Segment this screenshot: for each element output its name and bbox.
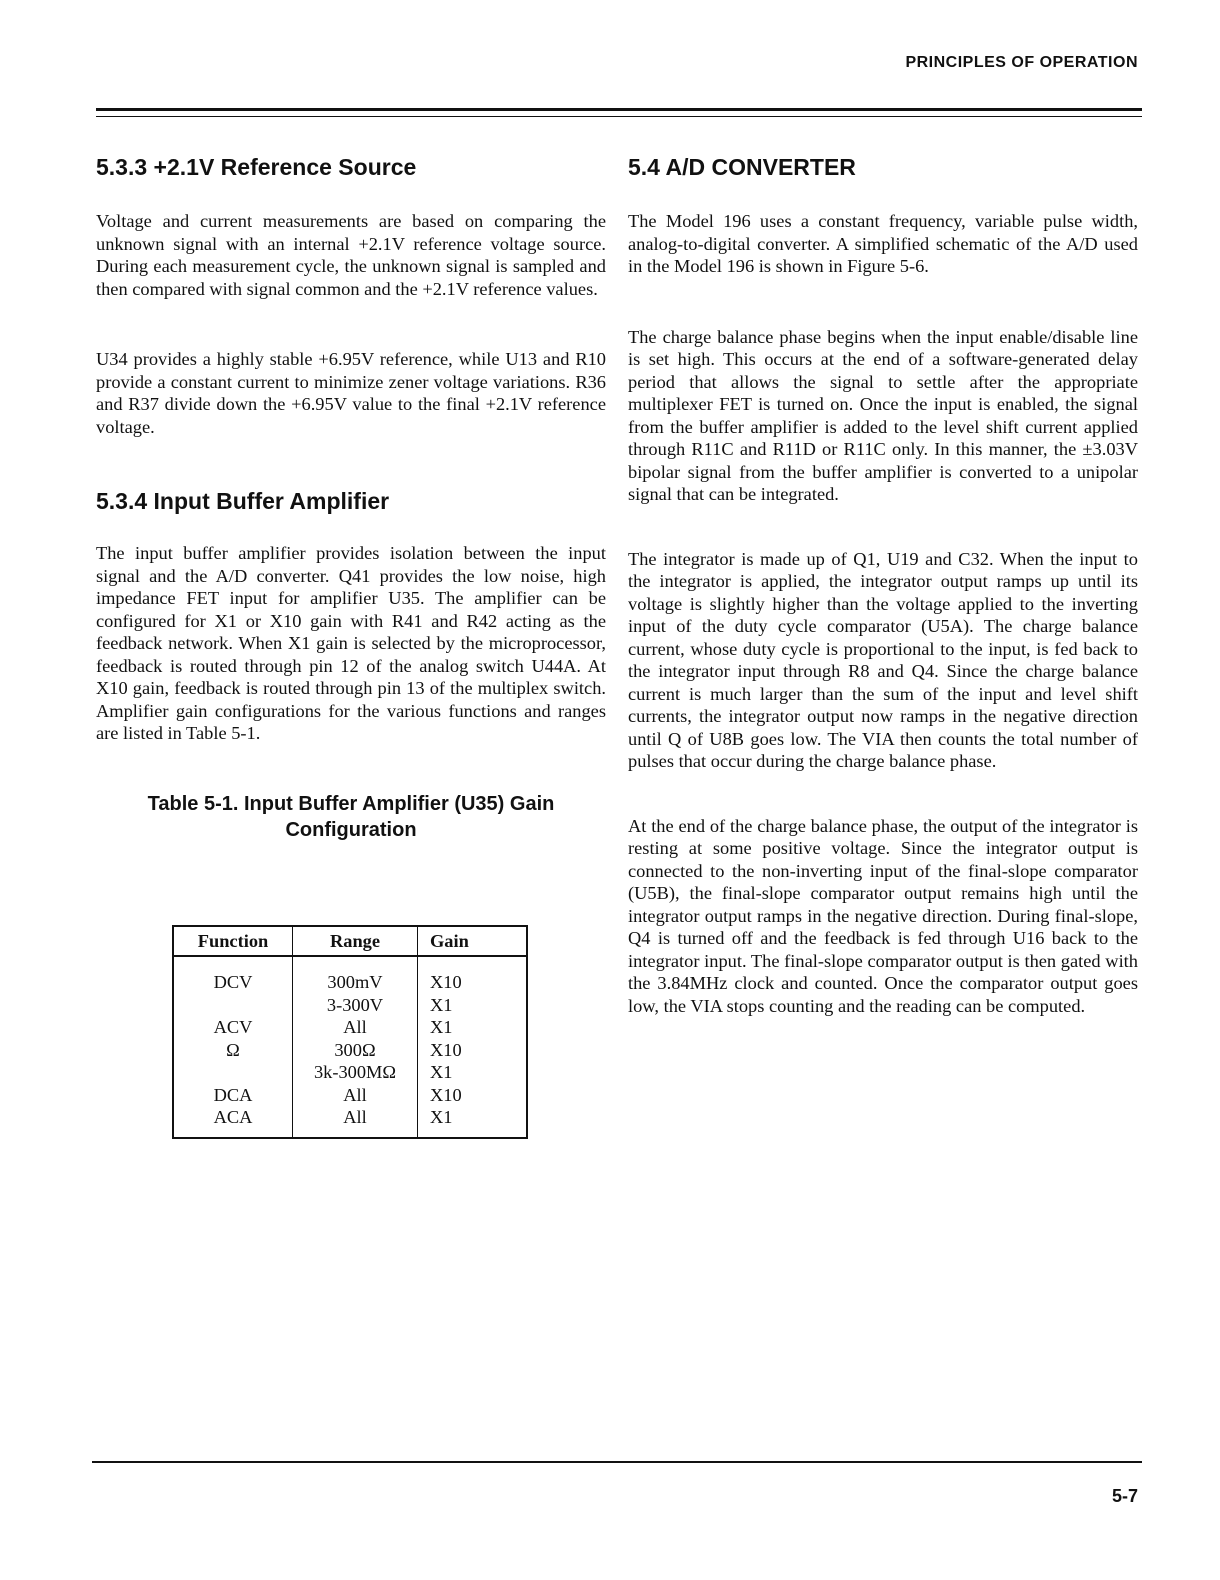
- gain-table: [172, 925, 528, 1139]
- table-row: [173, 1084, 527, 1107]
- header-function: Function: [173, 926, 293, 956]
- header-rule-thick: [96, 108, 1142, 111]
- cell-range: 3k-300MΩ: [293, 1061, 418, 1084]
- left-column: [96, 152, 606, 843]
- cell-gain: X1: [430, 1062, 453, 1082]
- cell-function: DCV: [173, 971, 293, 994]
- table-row: [173, 1061, 527, 1084]
- cell-function: ACA: [173, 1106, 293, 1129]
- table-row: [173, 1106, 527, 1129]
- cell-gain: X10: [430, 972, 462, 992]
- section-534-heading: 5.3.4 Input Buffer Amplifier: [96, 488, 390, 514]
- cell-gain: X1: [430, 1107, 453, 1127]
- section-54-paragraph-2: The charge balance phase begins when the input enable/disable line is set high. This occurs at the end of a software-generated delay period that allows the signal to settle after the appropriate multiplexer FET is turned on. Once the input is enabled, the signal from the buffer amplifier is added to the level shift current applied through R11C and R11D or R11C only. In this manner, the ±3.03V bipolar signal from the buffer amplifier is converted to a unipolar signal that can be integrated.: [628, 326, 1138, 504]
- table-caption: [96, 791, 606, 843]
- cell-range: 300Ω: [293, 1039, 418, 1062]
- section-534-paragraph-1: The input buffer amplifier provides isolation between the input signal and the A/D converter. Q41 provides the low noise, high impedance FET input for amplifier U35. The amplifier can be configured for X1 or X10 gain with R41 and R42 acting as the feedback network. When X1 gain is selected by the microprocessor, feedback is routed through pin 12 of the analog switch U44A. At X10 gain, feedback is routed through pin 13 of the multiplex switch. Amplifier gain configurations for the various functions and ranges are listed in Table 5-1.: [96, 543, 606, 743]
- section-54-paragraph-3: The integrator is made up of Q1, U19 and C32. When the input to the integrator is applied, the integrator output ramps up until its voltage is slightly higher than the voltage applied to the inverting input of the duty cycle comparator (U5A). The charge balance current, whose duty cycle is proportional to the input, is fed back to the integrator input through R8 and Q4. Since the charge balance current is much larger than the sum of the input and level shift currents, the integrator output now ramps in the negative direction until Q of U8B goes low. The VIA then counts the total number of pulses that occur during the charge balance phase.: [628, 548, 1138, 771]
- table-row: [173, 1039, 527, 1062]
- cell-gain: X1: [430, 1017, 453, 1037]
- table-row: [173, 1016, 527, 1039]
- section-533-paragraph-2: U34 provides a highly stable +6.95V reference, while U13 and R10 provide a constant current to minimize zener voltage variations. R36 and R37 divide down the +6.95V value to the final +2.1V reference voltage.: [96, 349, 606, 437]
- table-row: [173, 994, 527, 1017]
- table-header-row: [173, 926, 527, 956]
- cell-gain: X10: [430, 1039, 462, 1060]
- cell-function: Ω: [173, 1039, 293, 1062]
- section-54-heading: 5.4 A/D CONVERTER: [628, 154, 856, 180]
- table-spacer: [173, 956, 527, 971]
- section-533-heading: 5.3.3 +2.1V Reference Source: [96, 154, 417, 180]
- cell-function: [173, 994, 293, 1017]
- cell-range: All: [293, 1084, 418, 1107]
- section-533-paragraph-1: Voltage and current measurements are based on comparing the unknown signal with an internal +2.1V reference voltage source. During each measurement cycle, the unknown signal is sampled and then compared with signal common and the +2.1V reference values.: [96, 211, 606, 299]
- right-column: [628, 152, 1138, 1017]
- cell-function: DCA: [173, 1084, 293, 1107]
- table-row: [173, 971, 527, 994]
- cell-range: 300mV: [293, 971, 418, 994]
- page-number: 5-7: [1111, 1486, 1138, 1506]
- cell-function: [173, 1061, 293, 1084]
- cell-range: 3-300V: [293, 994, 418, 1017]
- table-spacer: [173, 1129, 527, 1138]
- header-range: Range: [293, 926, 418, 956]
- section-54-paragraph-4: At the end of the charge balance phase, the output of the integrator is resting at some positive voltage. Since the integrator output is connected to the non-inverting input of the final-slope comparator (U5B), the final-slope comparator output remains high until the integrator output ramps in the negative direction. During final-slope, Q4 is turned off and the feedback is fed through U16 back to the integrator input. The final-slope comparator output is then gated with the 3.84MHz clock and counted. Once the comparator output goes low, the VIA stops counting and the reading can be computed.: [628, 815, 1138, 1016]
- running-header: PRINCIPLES OF OPERATION: [905, 54, 1138, 71]
- header-gain: Gain: [418, 926, 528, 956]
- footer-rule: [92, 1461, 1142, 1463]
- cell-gain: X1: [430, 994, 453, 1015]
- cell-function: ACV: [173, 1016, 293, 1039]
- cell-range: All: [293, 1016, 418, 1039]
- cell-gain: X10: [430, 1084, 462, 1105]
- table-caption-line-2: Configuration: [285, 818, 417, 841]
- cell-range: All: [293, 1106, 418, 1129]
- table-caption-line-1: Table 5-1. Input Buffer Amplifier (U35) Gain: [147, 792, 555, 815]
- header-rule-thin: [96, 116, 1142, 117]
- section-54-paragraph-1: The Model 196 uses a constant frequency, variable pulse width, analog-to-digital converter. A simplified schematic of the A/D used in the Model 196 is shown in Figure 5-6.: [628, 211, 1138, 276]
